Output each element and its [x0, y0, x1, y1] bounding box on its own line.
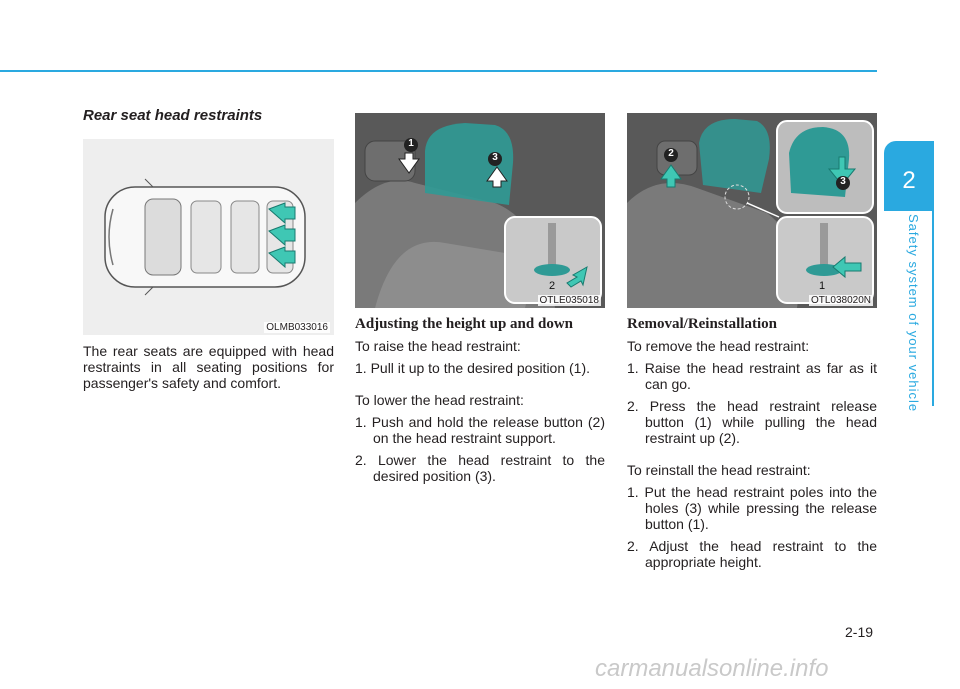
figure-code: OTLE035018: [539, 295, 599, 306]
figure-code: OLMB033016: [266, 322, 328, 333]
remove-intro: To remove the head restraint:: [627, 338, 810, 354]
intro-text: The rear seats are equipped with head restraints in all seating positions for passenger's safety and comfort.: [83, 343, 334, 391]
callout-1: 1: [819, 280, 826, 292]
remove-step: 1. Raise the head restraint as far as it can go.: [627, 360, 877, 392]
callout-3: 3: [492, 152, 498, 163]
page-number: 2-19: [845, 624, 874, 640]
lower-step: 1. Push and hold the release button (2) on the head restraint support.: [355, 414, 605, 446]
reinstall-step: 2. Adjust the head restraint to the appropriate height.: [627, 538, 877, 570]
figure-car-top-view: [83, 139, 334, 335]
chapter-title: Safety system of your vehicle: [906, 214, 921, 413]
reinstall-step: 1. Put the head restraint poles into the holes (3) while pressing the release button (1).: [627, 484, 877, 532]
reinstall-intro: To reinstall the head restraint:: [627, 462, 811, 478]
chapter-number-tab: 2: [884, 141, 934, 211]
removal-section: [627, 338, 877, 576]
callout-1: 1: [408, 138, 414, 149]
head-restraint-adjust-illustration: [355, 113, 605, 308]
head-restraint-removal-illustration: [627, 113, 877, 308]
lower-intro: To lower the head restraint:: [355, 392, 524, 408]
car-top-view-illustration: [83, 139, 334, 335]
lower-step: 2. Lower the head restraint to the desired position (3).: [355, 452, 605, 484]
section-heading: Rear seat head restraints: [83, 107, 263, 124]
adjusting-section: [355, 338, 605, 490]
callout-2: 2: [549, 280, 556, 292]
raise-intro: To raise the head restraint:: [355, 338, 521, 354]
raise-step: 1. Pull it up to the desired position (1).: [355, 360, 591, 376]
callout-3: 3: [840, 176, 846, 187]
chapter-side-rule: [932, 211, 934, 406]
figure-adjusting-height: [355, 113, 605, 308]
figure-removal: [627, 113, 877, 308]
removal-heading: Removal/Reinstallation: [627, 316, 777, 332]
header-rule: [0, 70, 877, 72]
callout-2: 2: [668, 148, 674, 159]
remove-step: 2. Press the head restraint release button (1) while pulling the head restraint up (2).: [627, 398, 877, 446]
watermark: carmanualsonline.info: [595, 655, 829, 682]
adjusting-heading: Adjusting the height up and down: [355, 316, 573, 332]
figure-code: OTL038020N: [810, 295, 871, 306]
